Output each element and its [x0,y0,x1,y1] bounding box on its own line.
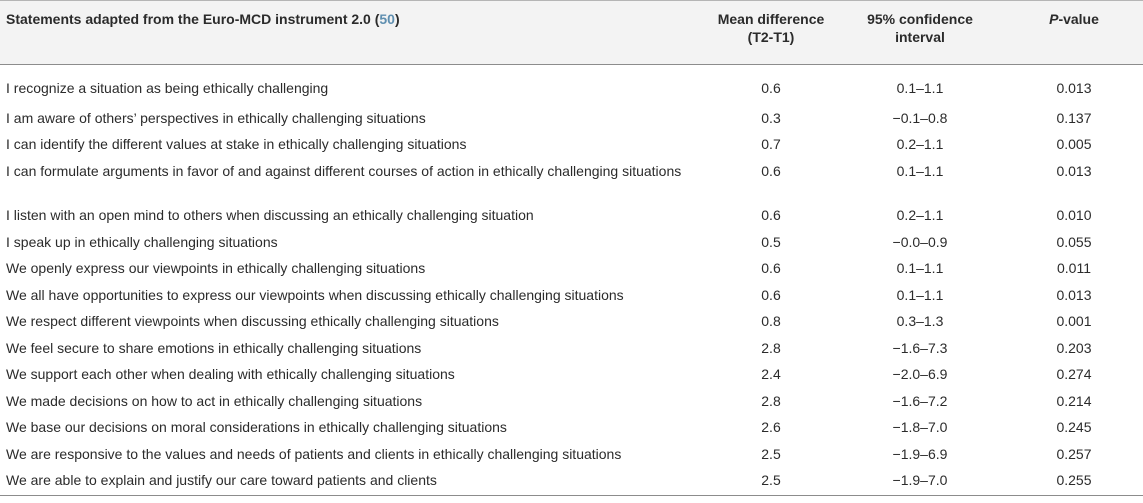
confidence-interval-value: −0.0–0.9 [892,233,948,250]
mean-difference-value: 2.8 [761,339,781,356]
mean-difference-cell [707,335,835,362]
mean-difference-cell [707,255,835,282]
p-value-value: 0.001 [1056,313,1092,329]
confidence-interval-cell [835,255,1005,282]
p-value-value: 0.055 [1056,233,1092,250]
statement-cell [0,335,707,362]
statement-cell [0,255,707,282]
statement-cell: I recognize a situation as being ethically challenging [6,80,329,96]
mean-difference-value: 0.6 [761,162,781,179]
confidence-interval-cell [835,308,1005,335]
header-mean-diff-line2: (T2-T1) [747,29,795,45]
statement-text: We made decisions on how to act in ethically challenging situations [6,392,423,409]
p-value-cell [1005,335,1143,362]
table-row [0,131,1143,158]
mean-difference-value: 2.6 [761,419,781,435]
header-mean-difference [707,1,835,65]
mean-difference-value: 0.3 [761,109,781,126]
mean-difference-cell [707,467,835,495]
mean-difference-cell [707,388,835,415]
p-value-cell [1005,158,1143,203]
statement-text: I listen with an open mind to others when discussing an ethically challenging situation [6,207,534,223]
mean-difference-cell [707,361,835,388]
statement-text: We openly express our viewpoints in ethically challenging situations [6,260,426,276]
p-value-cell [1005,414,1143,441]
table-body [0,65,1143,496]
p-value-value: 0.257 [1056,445,1092,462]
p-value-cell [1005,467,1143,495]
statement-text: We respect different viewpoints when discussing ethically challenging situations [6,313,499,329]
table-row [0,441,1143,468]
mean-difference-value: 0.8 [761,313,781,329]
mean-difference-value: 2.5 [761,472,781,488]
mean-difference-cell [707,441,835,468]
table-row [0,414,1143,441]
confidence-interval-cell [835,335,1005,362]
statement-text: We feel secure to share emotions in ethically challenging situations [6,339,422,356]
statement-cell [0,229,707,256]
table-row [0,65,1143,105]
mean-difference-cell [707,158,835,203]
statement-cell [0,105,707,132]
statement-cell [0,282,707,309]
table-header [0,1,1143,65]
p-value-value: 0.013 [1056,286,1092,303]
reference-link[interactable]: 50 [379,11,395,27]
confidence-interval-value: −1.8–7.0 [892,419,948,435]
p-value-cell [1005,441,1143,468]
p-value-cell [1005,202,1143,229]
table-row [0,229,1143,256]
confidence-interval-value: −0.1–0.8 [892,109,948,126]
p-value-cell [1005,255,1143,282]
header-ci-line2: interval [895,29,945,45]
p-value-value: 0.010 [1056,207,1092,223]
table-row [0,335,1143,362]
mean-difference-cell [707,308,835,335]
mean-difference-cell [707,229,835,256]
table-row [0,255,1143,282]
confidence-interval-value: 0.1–1.1 [896,260,944,276]
statement-cell [0,361,707,388]
p-value-value: 0.011 [1057,260,1091,276]
statement-text: I am aware of others’ perspectives in ethically challenging situations [6,109,426,126]
p-value-value: 0.013 [1056,162,1092,179]
confidence-interval-cell [835,131,1005,158]
header-p-italic: P [1049,11,1059,27]
statement-cell [0,158,707,203]
mean-difference-value: 0.6 [761,207,781,223]
statement-text: We are able to explain and justify our care toward patients and clients [6,472,437,488]
table-row [0,202,1143,229]
p-value-cell [1005,131,1143,158]
mean-difference-value: 0.6 [761,286,781,303]
confidence-interval-cell [835,467,1005,495]
statement-text: I can formulate arguments in favor of and against different courses of action in ethically challenging situations [6,162,682,179]
confidence-interval-value: −2.0–6.9 [892,366,948,382]
confidence-interval-value: −1.6–7.3 [892,339,948,356]
confidence-interval-cell [835,361,1005,388]
mean-difference-cell [707,131,835,158]
statement-text: We all have opportunities to express our viewpoints when discussing ethically challenging situations [6,286,624,303]
statement-cell [0,441,707,468]
table-row [0,105,1143,132]
confidence-interval-cell: 0.1–1.1 [896,80,944,96]
confidence-interval-value: −1.9–6.9 [892,445,948,462]
header-row [0,1,1143,65]
mean-difference-cell [707,414,835,441]
confidence-interval-value: −1.9–7.0 [892,472,948,488]
header-confidence-interval [835,1,1005,65]
confidence-interval-value: 0.2–1.1 [896,136,944,152]
confidence-interval-cell [835,229,1005,256]
statement-text: We base our decisions on moral considerations in ethically challenging situations [6,419,507,435]
header-ci-line1: 95% confidence [867,11,973,27]
table-row [0,308,1143,335]
p-value-cell [1005,229,1143,256]
statement-cell [0,388,707,415]
mean-difference-value: 2.5 [761,445,781,462]
p-value-cell [1005,361,1143,388]
header-statements [0,1,707,65]
table-row [0,158,1143,203]
statement-cell [0,131,707,158]
statement-text: We support each other when dealing with ethically challenging situations [6,366,455,382]
confidence-interval-cell [835,158,1005,203]
confidence-interval-value: 0.2–1.1 [896,207,944,223]
confidence-interval-value: 0.3–1.3 [896,313,944,329]
confidence-interval-cell [835,414,1005,441]
statement-cell [0,308,707,335]
table-row [0,388,1143,415]
table-row [0,467,1143,495]
mean-difference-value: 0.5 [761,233,781,250]
statement-cell [0,202,707,229]
p-value-cell: 0.013 [1056,80,1092,96]
header-p-rest: -value [1058,11,1099,27]
p-value-value: 0.255 [1056,472,1092,488]
p-value-value: 0.203 [1056,339,1092,356]
p-value-value: 0.005 [1056,136,1092,152]
mean-difference-cell [707,282,835,309]
p-value-cell [1005,308,1143,335]
p-value-value: 0.137 [1056,109,1092,126]
header-statements-close: ) [394,11,400,27]
mean-difference-cell: 0.6 [761,80,781,96]
header-statements-label: Statements adapted from the Euro-MCD instrument 2.0 ( [6,11,380,27]
mean-difference-cell [707,105,835,132]
table-row [0,282,1143,309]
confidence-interval-cell [835,202,1005,229]
table-row [0,361,1143,388]
confidence-interval-cell [835,441,1005,468]
mean-difference-value: 2.8 [761,392,781,409]
mean-difference-value: 2.4 [761,366,781,382]
p-value-cell [1005,105,1143,132]
header-mean-diff-line1: Mean difference [717,11,825,27]
confidence-interval-value: 0.1–1.1 [896,286,944,303]
header-p-value [1005,1,1143,65]
mean-difference-value: 0.7 [761,136,781,152]
mean-difference-value: 0.6 [761,260,781,276]
confidence-interval-value: 0.1–1.1 [896,162,944,179]
p-value-value: 0.245 [1056,419,1092,435]
confidence-interval-cell [835,105,1005,132]
p-value-cell [1005,282,1143,309]
confidence-interval-value: −1.6–7.2 [892,392,948,409]
confidence-interval-cell [835,388,1005,415]
confidence-interval-cell [835,282,1005,309]
p-value-value: 0.274 [1056,366,1092,382]
statement-cell [0,467,707,495]
statement-text: We are responsive to the values and needs of patients and clients in ethically challenging situations [6,445,622,462]
mean-difference-cell [707,202,835,229]
statement-text: I speak up in ethically challenging situations [6,233,278,250]
statement-cell [0,414,707,441]
p-value-value: 0.214 [1056,392,1092,409]
p-value-cell [1005,388,1143,415]
statement-text: I can identify the different values at stake in ethically challenging situations [6,136,467,152]
